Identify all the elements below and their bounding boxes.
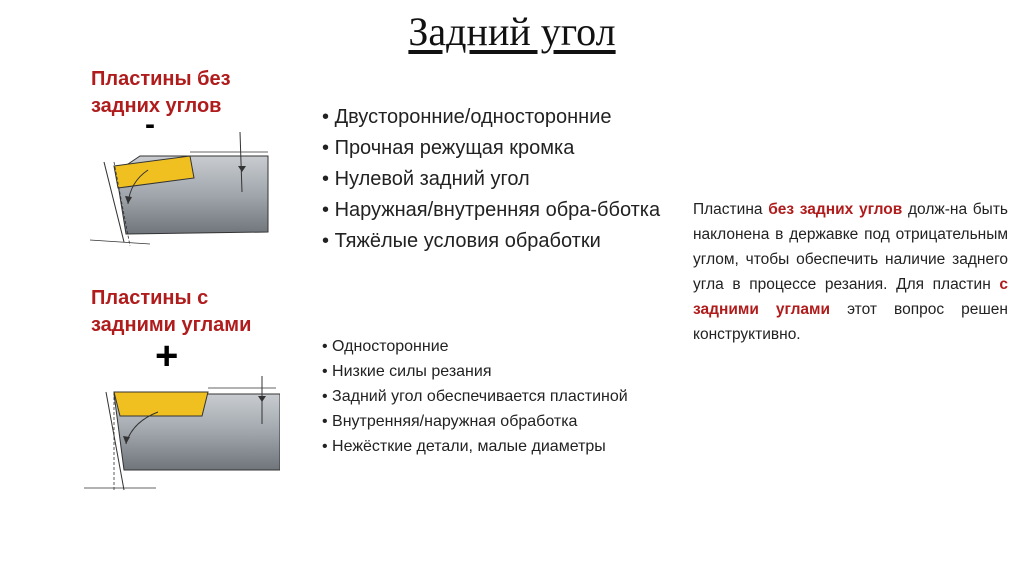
list-item: • Низкие силы резания <box>322 359 682 384</box>
negative-insert-diagram <box>80 112 280 252</box>
list-item: • Внутренняя/наружная обработка <box>322 409 682 434</box>
list-item: • Нулевой задний угол <box>322 164 682 195</box>
note-highlight: с задними углами <box>693 276 1008 318</box>
list-item: • Тяжёлые условия обработки <box>322 226 682 257</box>
list-item: • Прочная режущая кромка <box>322 133 682 164</box>
insert-shape <box>114 392 208 416</box>
list-item: • Задний угол обеспечивается пластиной <box>322 384 682 409</box>
positive-insert-diagram <box>80 372 280 502</box>
negative-heading-line1: Пластины без <box>91 68 231 90</box>
note-highlight: без задних углов <box>768 201 903 218</box>
list-item: • Односторонние <box>322 334 682 359</box>
negative-heading-line2: задних углов <box>91 95 222 117</box>
explanation-note <box>693 197 1008 347</box>
positive-sign: + <box>155 334 179 378</box>
positive-heading-line2: задними углами <box>91 314 252 336</box>
page-title: Задний угол <box>408 9 616 54</box>
list-item: • Нежёсткие детали, малые диаметры <box>322 434 682 459</box>
note-text: этот вопрос решен конструктивно. <box>693 301 1008 343</box>
list-item: • Двусторонние/односторонние <box>322 102 682 133</box>
positive-heading <box>91 285 251 339</box>
note-text: Пластина <box>693 201 769 218</box>
note-text: долж-на быть наклонена в державке под отрицательным углом, чтобы обеспечить наличие заднего угла в процессе резания. Для пластин <box>693 201 1008 293</box>
positive-heading-line1: Пластины с <box>91 287 209 309</box>
negative-feature-list <box>322 102 682 257</box>
negative-sign: - <box>145 108 155 141</box>
positive-feature-list <box>322 334 682 459</box>
list-item: • Наружная/внутренняя обра-бботка <box>322 195 682 226</box>
